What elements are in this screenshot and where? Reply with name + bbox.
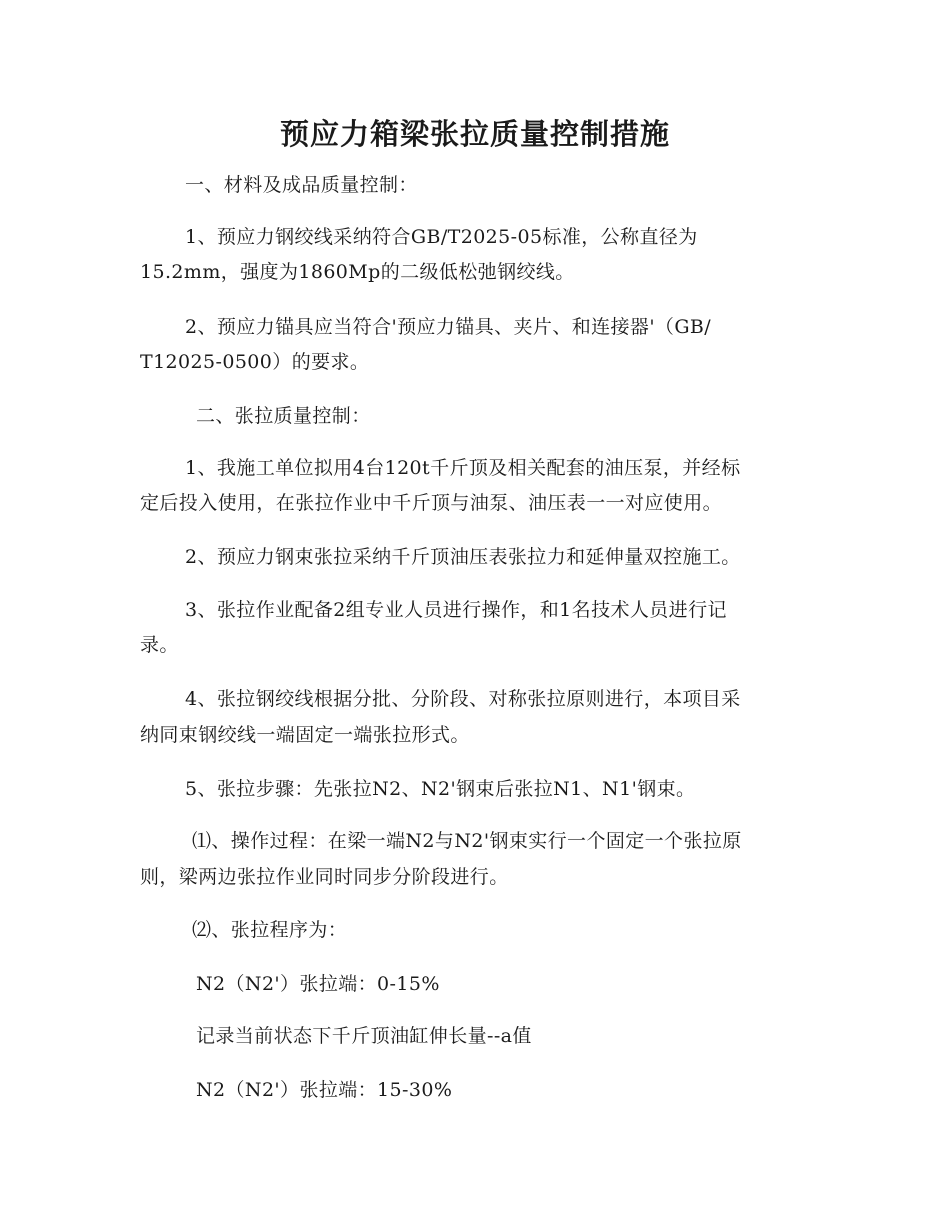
paragraph-line: ⑵、张拉程序为： <box>192 919 348 941</box>
paragraph-line: 2、预应力钢束张拉采纳千斤顶油压表张拉力和延伸量双控施工。 <box>185 546 741 568</box>
section-heading-tension: 二、张拉质量控制： <box>196 405 371 427</box>
paragraph-line: N2（N2'）张拉端：15-30% <box>196 1079 453 1101</box>
paragraph-line: ⑴、操作过程：在梁一端N2与N2'钢束实行一个固定一个张拉原 <box>192 830 742 852</box>
paragraph-line: 1、我施工单位拟用4台120t千斤顶及相关配套的油压泵，并经标 <box>185 457 741 479</box>
document-title: 预应力箱梁张拉质量控制措施 <box>279 117 670 151</box>
paragraph-line: 4、张拉钢绞线根据分批、分阶段、对称张拉原则进行，本项目采 <box>185 688 741 710</box>
paragraph-line: 则，梁两边张拉作业同时同步分阶段进行。 <box>140 866 509 888</box>
section-heading-materials: 一、材料及成品质量控制： <box>185 174 418 196</box>
paragraph-line: 15.2mm，强度为1860Mp的二级低松弛钢绞线。 <box>140 261 575 283</box>
paragraph-line: 3、张拉作业配备2组专业人员进行操作，和1名技术人员进行记 <box>185 599 727 621</box>
paragraph-line: 定后投入使用，在张拉作业中千斤顶与油泵、油压表一一对应使用。 <box>140 492 723 514</box>
paragraph-line: 纳同束钢绞线一端固定一端张拉形式。 <box>140 724 470 746</box>
paragraph-line: N2（N2'）张拉端：0-15% <box>196 973 440 995</box>
paragraph-line: 录。 <box>140 634 179 656</box>
paragraph-line: 5、张拉步骤：先张拉N2、N2'钢束后张拉N1、N1'钢束。 <box>185 778 696 800</box>
paragraph-line: 1、预应力钢绞线采纳符合GB/T2025-05标准，公称直径为 <box>185 226 698 248</box>
paragraph-line: 记录当前状态下千斤顶油缸伸长量--a值 <box>196 1025 532 1047</box>
paragraph-line: T12025-0500）的要求。 <box>140 351 370 373</box>
paragraph-line: 2、预应力锚具应当符合'预应力锚具、夹片、和连接器'（GB/ <box>185 316 712 338</box>
